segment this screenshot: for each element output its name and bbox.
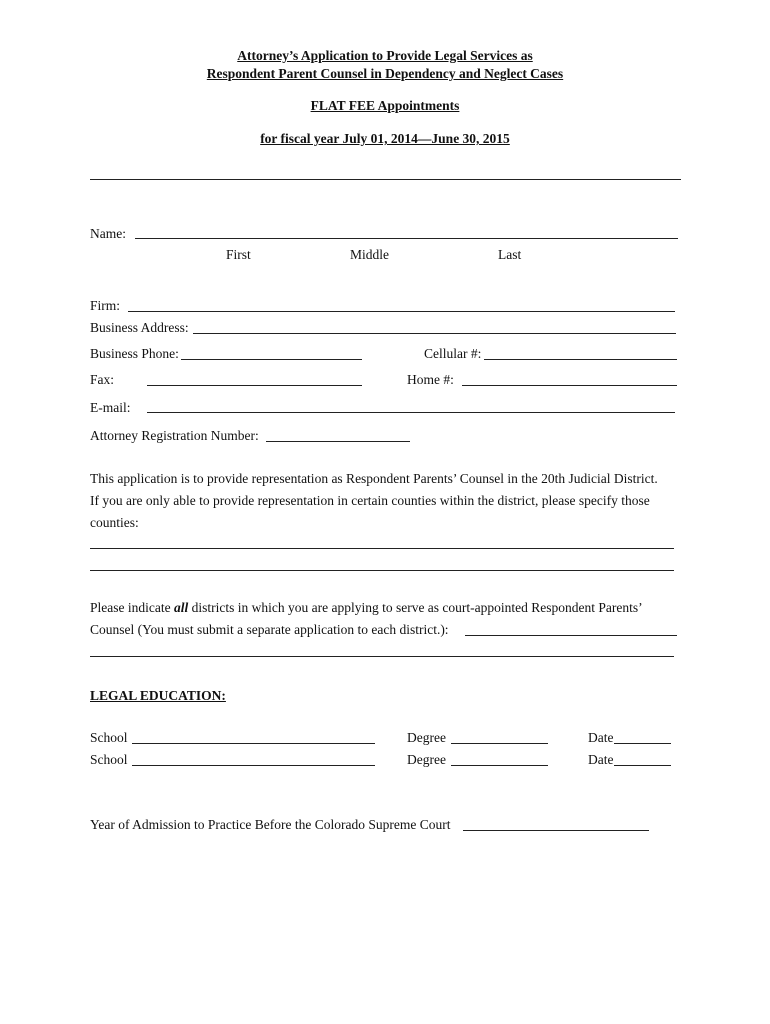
district-text-line3: counties: — [90, 515, 139, 530]
counties-field-line2[interactable] — [90, 570, 674, 571]
admission-year-label: Year of Admission to Practice Before the Colorado Supreme Court — [90, 817, 451, 832]
form-subtitle: FLAT FEE Appointments — [310, 98, 460, 113]
header-divider — [90, 179, 681, 180]
email-label: E-mail: — [90, 400, 131, 415]
date-field-2[interactable] — [614, 765, 671, 766]
degree-label-2: Degree — [407, 752, 446, 767]
business-address-label: Business Address: — [90, 320, 189, 335]
fax-label: Fax: — [90, 372, 115, 387]
business-phone-label: Business Phone: — [90, 346, 179, 361]
degree-field-2[interactable] — [451, 765, 548, 766]
business-address-field[interactable] — [193, 333, 676, 334]
cellular-field[interactable] — [484, 359, 677, 360]
email-field[interactable] — [147, 412, 675, 413]
school-label-1: School — [90, 730, 128, 745]
counties-field-line1[interactable] — [90, 548, 674, 549]
degree-field-1[interactable] — [451, 743, 548, 744]
districts-text-line2: Counsel (You must submit a separate application to each district.): — [90, 622, 449, 637]
form-title-line1: Attorney’s Application to Provide Legal Services as — [237, 48, 533, 63]
date-label-1: Date — [588, 730, 614, 745]
cellular-label: Cellular #: — [424, 346, 482, 361]
name-label: Name: — [90, 226, 126, 241]
school-field-1[interactable] — [132, 743, 375, 744]
date-label-2: Date — [588, 752, 614, 767]
districts-text-prefix: Please indicate — [90, 600, 174, 615]
name-field[interactable] — [135, 238, 678, 239]
name-last-caption: Last — [498, 247, 522, 262]
firm-label: Firm: — [90, 298, 121, 313]
school-field-2[interactable] — [132, 765, 375, 766]
districts-text-line1 — [90, 600, 643, 616]
districts-field-line2[interactable] — [90, 656, 674, 657]
registration-number-label: Attorney Registration Number: — [90, 428, 259, 443]
home-label: Home #: — [407, 372, 454, 387]
district-text-line1: This application is to provide representation as Respondent Parents’ Counsel in the 20th Judicial District. — [90, 471, 658, 486]
registration-number-field[interactable] — [266, 441, 410, 442]
admission-year-field[interactable] — [463, 830, 649, 831]
districts-text-suffix: districts in which you are applying to serve as court-appointed Respondent Parents’ — [188, 600, 643, 615]
home-phone-field[interactable] — [462, 385, 677, 386]
form-title-line2: Respondent Parent Counsel in Dependency and Neglect Cases — [206, 66, 564, 81]
districts-field-inline[interactable] — [465, 635, 677, 636]
date-field-1[interactable] — [614, 743, 671, 744]
school-label-2: School — [90, 752, 128, 767]
degree-label-1: Degree — [407, 730, 446, 745]
district-text-line2: If you are only able to provide representation in certain counties within the district, please specify those — [90, 493, 650, 508]
name-middle-caption: Middle — [350, 247, 389, 262]
legal-education-heading: LEGAL EDUCATION: — [90, 688, 226, 703]
districts-text-emphasis: all — [173, 600, 189, 615]
fiscal-year-heading: for fiscal year July 01, 2014—June 30, 2015 — [260, 131, 510, 146]
fax-field[interactable] — [147, 385, 362, 386]
firm-field[interactable] — [128, 311, 675, 312]
business-phone-field[interactable] — [181, 359, 362, 360]
name-first-caption: First — [226, 247, 251, 262]
